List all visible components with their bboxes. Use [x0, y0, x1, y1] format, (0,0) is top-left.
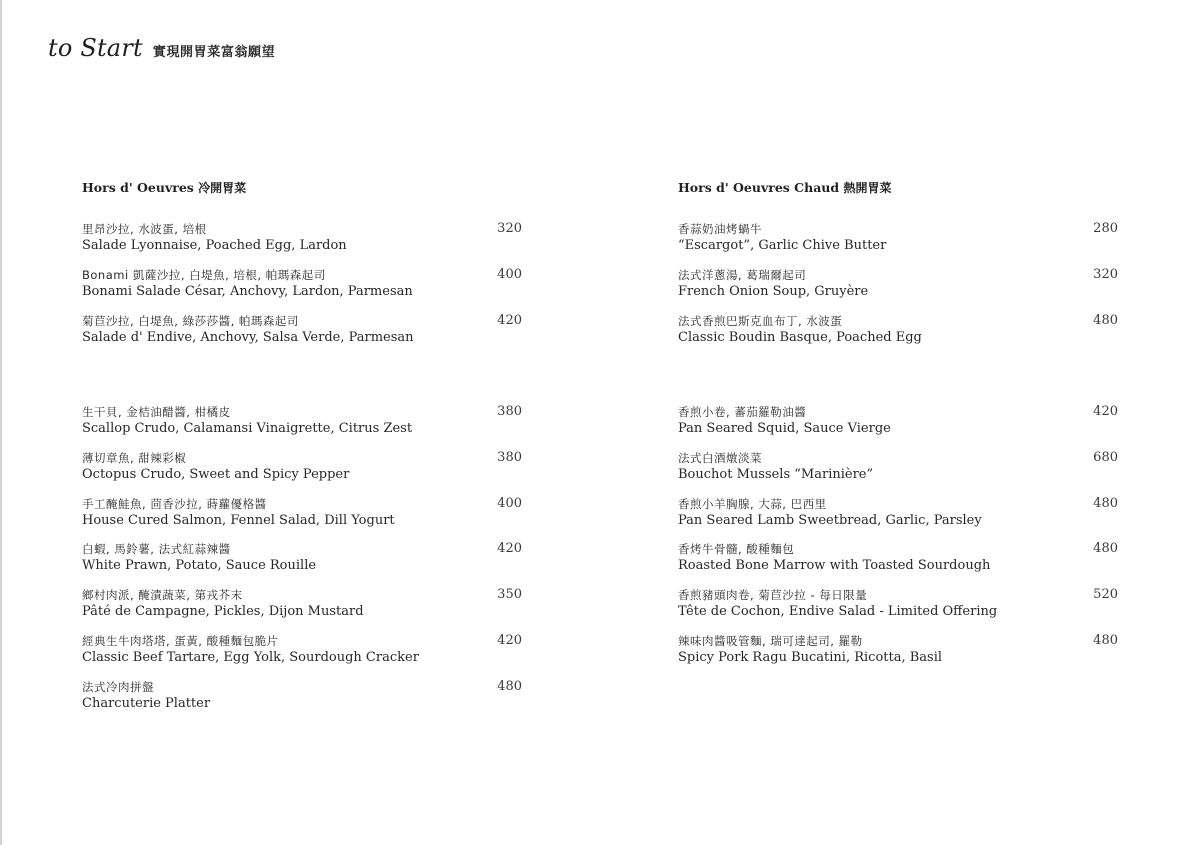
menu-item — [678, 633, 1118, 679]
menu-item-chinese-name: 菊苣沙拉, 白堤魚, 綠莎莎醬, 帕瑪森起司 — [82, 313, 299, 328]
menu-item-price: 320 — [1093, 266, 1118, 282]
menu-section-cold-starters — [82, 179, 522, 711]
menu-item-price: 350 — [497, 587, 522, 603]
menu-item-english-name: Octopus Crudo, Sweet and Spicy Pepper — [82, 466, 350, 482]
section-heading-hot — [678, 179, 1118, 197]
menu-item-english-name: Scallop Crudo, Calamansi Vinaigrette, Citrus Zest — [82, 421, 413, 436]
menu-item-chinese-name: 香煎小卷, 蕃茄羅勒油醬 — [678, 405, 807, 419]
menu-item-english-name: Classic Boudin Basque, Poached Egg — [678, 329, 922, 345]
menu-item-chinese-name: 鄉村肉派, 醃漬蔬菜, 第戎芥末 — [82, 588, 243, 603]
section-heading-english: Hors d' Oeuvres — [82, 180, 194, 195]
menu-item-price: 480 — [1093, 495, 1118, 511]
menu-group-cold-plates — [82, 404, 522, 725]
menu-item-price: 520 — [1093, 587, 1118, 603]
menu-item-english-name: French Onion Soup, Gruyère — [678, 283, 869, 299]
page-title — [48, 34, 275, 62]
menu-item — [678, 587, 1118, 633]
menu-item-english-name: Pan Seared Lamb Sweetbread, Garlic, Parsley — [678, 512, 982, 528]
menu-item-english-name: Spicy Pork Ragu Bucatini, Ricotta, Basil — [678, 649, 943, 665]
menu-item-price: 420 — [497, 541, 522, 557]
menu-group-hot-plates — [678, 404, 1118, 679]
menu-item — [678, 404, 1118, 450]
menu-item-chinese-name: 香蒜奶油烤蝸牛 — [678, 222, 762, 236]
menu-item-price: 420 — [1093, 404, 1118, 419]
menu-item — [678, 267, 1118, 313]
menu-item-english-name: House Cured Salmon, Fennel Salad, Dill Yogurt — [82, 512, 395, 528]
menu-item-english-name: Salade d' Endive, Anchovy, Salsa Verde, Parmesan — [82, 329, 414, 345]
menu-item-price: 680 — [1093, 449, 1118, 465]
menu-item-price: 420 — [497, 312, 522, 328]
menu-item — [678, 313, 1118, 359]
menu-item-chinese-name: Bonami 凱薩沙拉, 白堤魚, 培根, 帕瑪森起司 — [82, 267, 326, 282]
menu-item-english-name: Pâté de Campagne, Pickles, Dijon Mustard — [82, 604, 364, 620]
menu-item-chinese-name: 薄切章魚, 甜辣彩椒 — [82, 450, 187, 465]
menu-item — [678, 541, 1118, 587]
menu-item — [82, 267, 522, 313]
menu-item-english-name: White Prawn, Potato, Sauce Rouille — [82, 558, 317, 574]
menu-item-chinese-name: 法式白酒燉淡菜 — [678, 450, 762, 465]
menu-item-price: 320 — [497, 221, 522, 236]
menu-item-english-name: Roasted Bone Marrow with Toasted Sourdough — [678, 558, 991, 574]
menu-item — [82, 587, 522, 633]
menu-item-english-name: “Escargot”, Garlic Chive Butter — [678, 238, 887, 253]
menu-section-hot-starters — [678, 179, 1118, 665]
menu-item-chinese-name: 白蝦, 馬鈴薯, 法式紅蒜辣醬 — [82, 542, 231, 557]
menu-item — [82, 404, 522, 450]
menu-item — [82, 496, 522, 542]
menu-item-english-name: Salade Lyonnaise, Poached Egg, Lardon — [82, 238, 347, 253]
menu-item-english-name: Pan Seared Squid, Sauce Vierge — [678, 421, 891, 436]
menu-item-english-name: Bonami Salade César, Anchovy, Lardon, Parmesan — [82, 283, 413, 299]
menu-item-price: 380 — [497, 404, 522, 419]
menu-item — [678, 221, 1118, 267]
menu-item-price: 480 — [1093, 312, 1118, 328]
page-title-english: to Start — [48, 34, 143, 62]
menu-item — [82, 221, 522, 267]
page-title-chinese: 實現開胃菜富翁願望 — [152, 45, 276, 60]
menu-item-english-name: Classic Beef Tartare, Egg Yolk, Sourdough Cracker — [82, 649, 419, 665]
menu-item-chinese-name: 法式洋蔥湯, 葛瑞爾起司 — [678, 267, 807, 282]
menu-item-price: 480 — [1093, 541, 1118, 557]
menu-item-price: 400 — [497, 495, 522, 511]
menu-item-price: 400 — [497, 266, 522, 282]
section-heading-chinese: 冷開胃菜 — [198, 181, 247, 195]
menu-item — [82, 633, 522, 679]
menu-item — [82, 679, 522, 725]
menu-item-price: 280 — [1093, 221, 1118, 236]
menu-item-chinese-name: 手工醃鮭魚, 茴香沙拉, 蒔蘿優格醬 — [82, 496, 267, 511]
menu-item — [678, 496, 1118, 542]
page-edge-divider — [0, 0, 2, 845]
menu-item-chinese-name: 香煎小羊胸腺, 大蒜, 巴西里 — [678, 496, 827, 511]
menu-item-chinese-name: 生干貝, 金桔油醋醬, 柑橘皮 — [82, 405, 231, 419]
menu-item-price: 480 — [1093, 632, 1118, 648]
menu-item-chinese-name: 法式香煎巴斯克血布丁, 水波蛋 — [678, 313, 843, 328]
menu-item-english-name: Bouchot Mussels “Marinière” — [678, 466, 874, 482]
menu-item-chinese-name: 香烤牛骨髓, 酸種麵包 — [678, 542, 795, 557]
menu-item-chinese-name: 辣味肉醬吸管麵, 瑞可達起司, 羅勒 — [678, 633, 863, 648]
menu-item-english-name: Charcuterie Platter — [82, 695, 211, 711]
menu-item-chinese-name: 里昂沙拉, 水波蛋, 培根 — [82, 222, 207, 236]
menu-item — [82, 450, 522, 496]
section-heading-english: Hors d' Oeuvres Chaud — [678, 180, 840, 195]
section-heading-cold — [82, 179, 522, 197]
section-heading-chinese: 熱開胃菜 — [843, 181, 892, 195]
menu-group-classics — [678, 221, 1118, 358]
menu-group-salads — [82, 221, 522, 358]
menu-item-price: 480 — [497, 678, 522, 694]
menu-item — [82, 313, 522, 359]
menu-item-chinese-name: 法式冷肉拼盤 — [82, 679, 154, 694]
menu-item-price: 380 — [497, 449, 522, 465]
menu-item — [82, 541, 522, 587]
menu-item-english-name: Tête de Cochon, Endive Salad - Limited Offering — [678, 604, 998, 620]
menu-item-chinese-name: 經典生牛肉塔塔, 蛋黃, 酸種麵包脆片 — [82, 633, 279, 648]
menu-item — [678, 450, 1118, 496]
menu-item-price: 420 — [497, 632, 522, 648]
menu-item-chinese-name: 香煎豬頭肉卷, 菊苣沙拉 - 每日限量 — [678, 588, 868, 603]
